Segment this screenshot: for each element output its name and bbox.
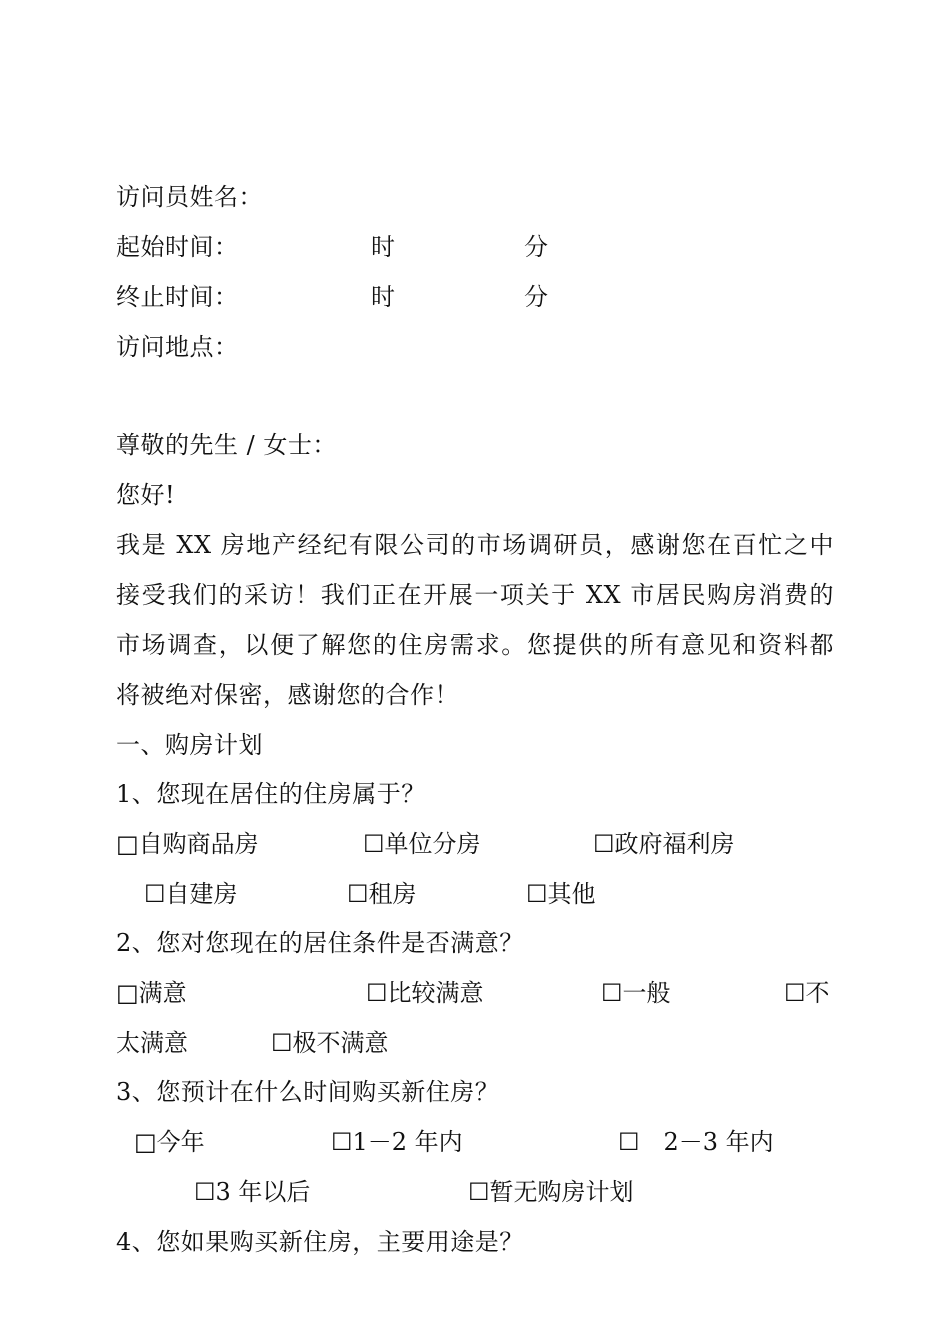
q3-option-2-3-years[interactable]: ☐ 2－3 年内 [618, 1128, 774, 1156]
q2-option-very-unsatisfied[interactable]: ☐极不满意 [271, 1029, 389, 1057]
letter-body-line: 将被绝对保密，感谢您的合作！ [116, 681, 459, 709]
q2-option-fairly-satisfied[interactable]: ☐比较满意 [366, 979, 484, 1007]
greeting: 您好! [116, 481, 176, 509]
q1-option-government[interactable]: ☐政府福利房 [593, 830, 735, 858]
question-3: 3、您预计在什么时间购买新住房？ [116, 1078, 500, 1106]
q3-option-1-2-years[interactable]: ☐1－2 年内 [331, 1128, 463, 1156]
q3-option-this-year[interactable]: □今年 [134, 1128, 205, 1156]
letter-body-line: 接受我们的采访！我们正在开展一项关于 XX 市居民购房消费的 [116, 581, 834, 609]
q3-option-after-3-years[interactable]: ☐3 年以后 [194, 1178, 311, 1206]
end-minute-label: 分 [524, 283, 548, 311]
q2-option-not-very-satisfied[interactable]: ☐不 [784, 979, 830, 1007]
section-title: 一、购房计划 [116, 731, 263, 759]
start-minute-label: 分 [524, 233, 548, 261]
q2-option-not-very-satisfied-cont: 太满意 [116, 1029, 188, 1057]
question-4: 4、您如果购买新住房，主要用途是？ [116, 1228, 524, 1256]
q1-option-self-built[interactable]: ☐自建房 [144, 880, 238, 908]
start-time-label: 起始时间： [116, 233, 239, 261]
letter-body-line: 市场调查，以便了解您的住房需求。您提供的所有意见和资料都 [116, 631, 834, 659]
q2-option-average[interactable]: ☐一般 [601, 979, 671, 1007]
question-1: 1、您现在居住的住房属于？ [116, 780, 426, 808]
interviewer-name-label: 访问员姓名： [116, 183, 263, 211]
question-2: 2、您对您现在的居住条件是否满意？ [116, 929, 524, 957]
q1-option-other[interactable]: ☐其他 [526, 880, 596, 908]
end-time-label: 终止时间： [116, 283, 239, 311]
q1-option-rent[interactable]: ☐租房 [347, 880, 417, 908]
letter-body-line: 我是 XX 房地产经纪有限公司的市场调研员，感谢您在百忙之中 [116, 531, 834, 559]
start-hour-label: 时 [371, 233, 395, 261]
q3-option-no-plan[interactable]: ☐暂无购房计划 [468, 1178, 634, 1206]
location-label: 访问地点： [116, 333, 239, 361]
q1-option-work-unit[interactable]: ☐单位分房 [363, 830, 481, 858]
salutation: 尊敬的先生 / 女士： [116, 431, 337, 459]
q2-option-satisfied[interactable]: □满意 [116, 979, 187, 1007]
q1-option-commercial[interactable]: □自购商品房 [116, 830, 259, 858]
end-hour-label: 时 [371, 283, 395, 311]
